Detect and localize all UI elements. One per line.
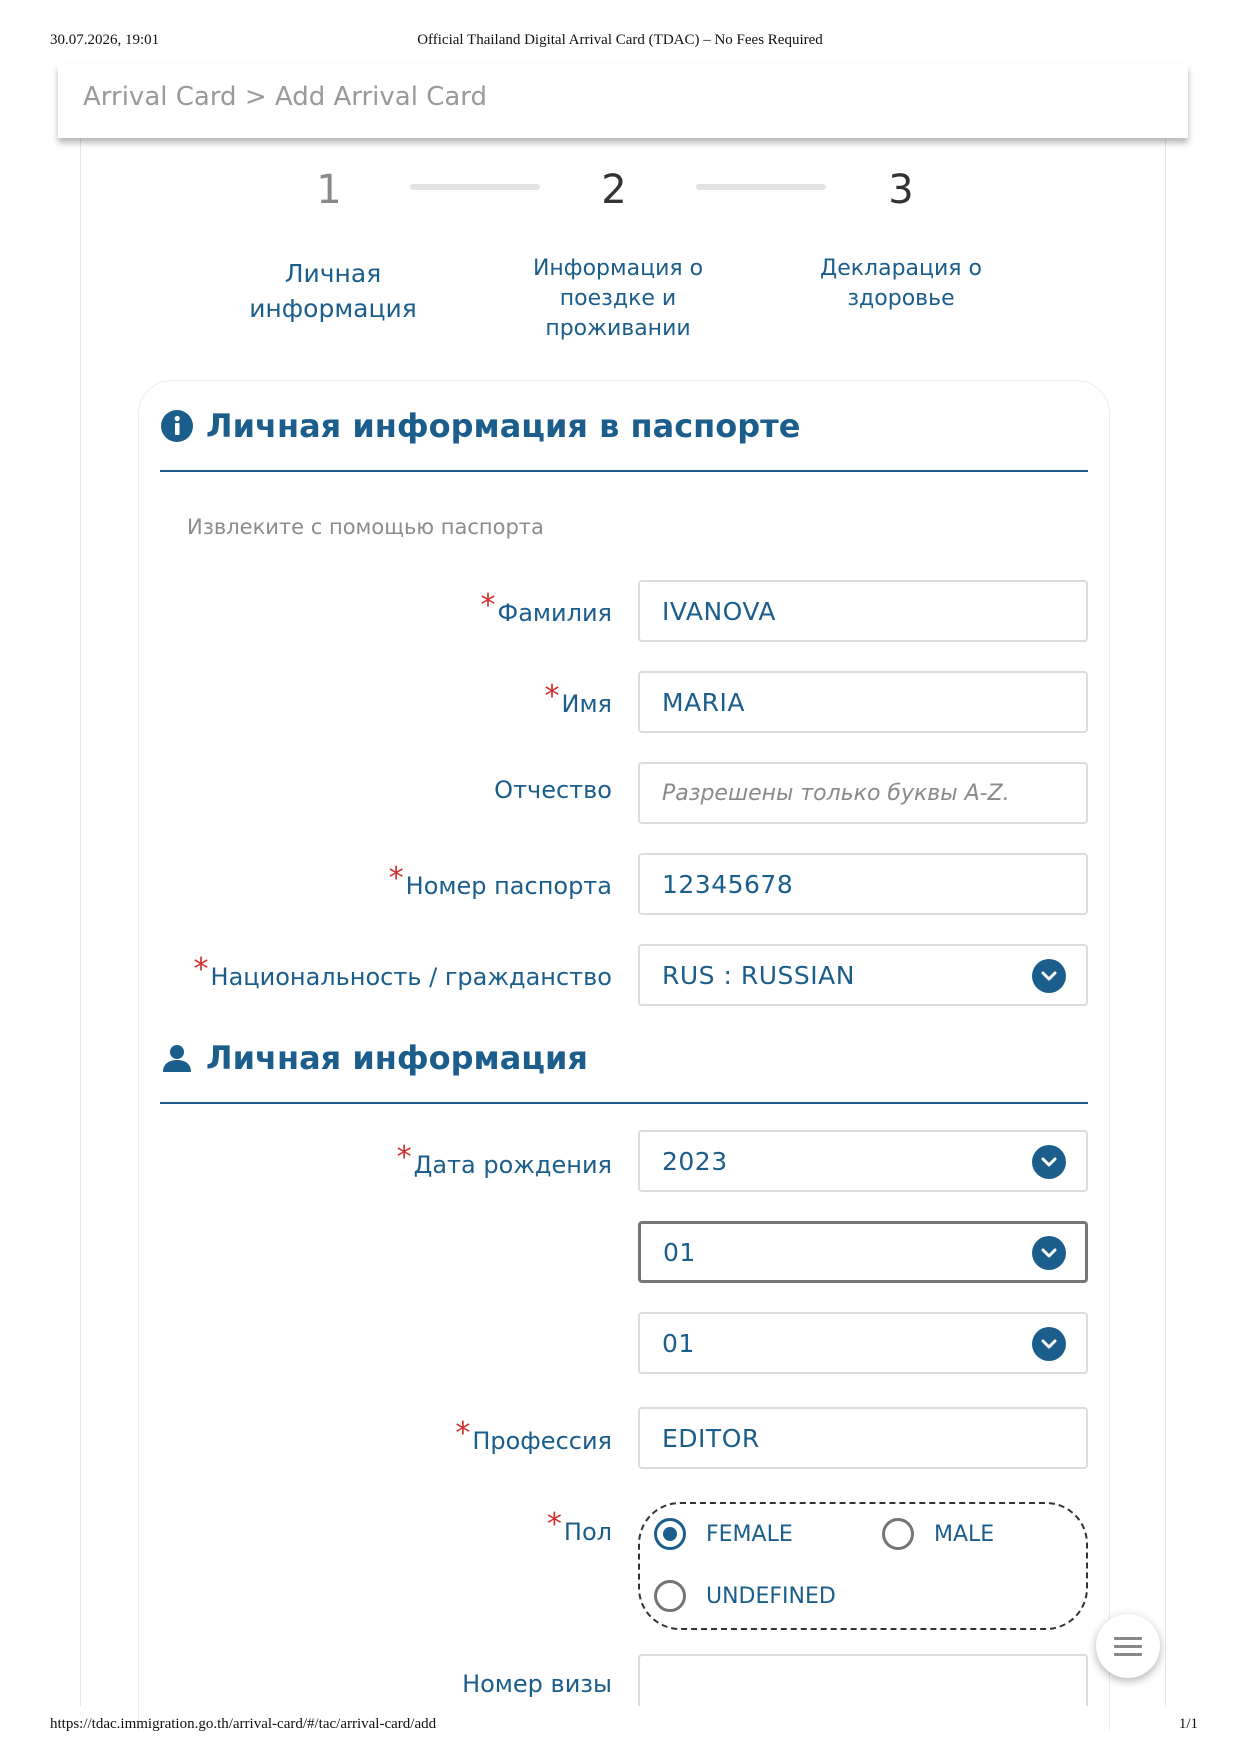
passport-number-label: *Номер паспорта: [388, 861, 612, 900]
passport-section-title: Личная информация в паспорте: [160, 404, 800, 448]
visa-number-label: Номер визы: [462, 1670, 612, 1698]
gender-label: *Пол: [546, 1507, 612, 1546]
birth-day-select[interactable]: [638, 1312, 1088, 1374]
birth-month-select[interactable]: [638, 1221, 1088, 1283]
chevron-down-icon[interactable]: [1032, 1327, 1066, 1361]
chevron-down-icon[interactable]: [1032, 1236, 1066, 1270]
chevron-down-icon[interactable]: [1032, 1145, 1066, 1179]
print-url: https://tdac.immigration.go.th/arrival-card/#/tac/arrival-card/add: [50, 1716, 437, 1732]
print-page-number: 1/1: [1178, 1716, 1198, 1732]
birth-year-value: 2023: [662, 1147, 728, 1176]
radio-checked-icon: [654, 1518, 686, 1550]
occupation-value: EDITOR: [662, 1424, 760, 1453]
step-1-number[interactable]: 1: [316, 167, 342, 213]
required-mark: *: [388, 861, 404, 896]
required-mark: *: [455, 1416, 471, 1451]
stepper-connector: [410, 184, 540, 190]
name-input[interactable]: [638, 671, 1088, 733]
radio-unchecked-icon: [882, 1518, 914, 1550]
patronymic-placeholder: Разрешены только буквы A-Z.: [662, 781, 1010, 806]
breadcrumb[interactable]: Arrival Card > Add Arrival Card: [83, 82, 488, 112]
birth-year-select[interactable]: [638, 1130, 1088, 1192]
nationality-label: *Национальность / гражданство: [193, 952, 612, 991]
visa-number-input[interactable]: [638, 1654, 1088, 1706]
nationality-value: RUS : RUSSIAN: [662, 961, 855, 990]
step-2-label[interactable]: Информация о поездке и проживании: [532, 256, 704, 341]
section-divider: [160, 470, 1088, 472]
print-page-title: Official Thailand Digital Arrival Card (TDAC) – No Fees Required: [417, 32, 823, 48]
print-footer: [0, 1716, 1240, 1738]
personal-section-title: Личная информация: [160, 1036, 588, 1080]
required-mark: *: [546, 1507, 562, 1542]
nationality-select[interactable]: [638, 944, 1088, 1006]
info-icon: [160, 409, 194, 443]
step-3-label[interactable]: Декларация о здоровье: [820, 256, 982, 311]
print-header: [0, 32, 1240, 56]
menu-icon: [1114, 1637, 1142, 1640]
menu-fab-button[interactable]: [1096, 1614, 1160, 1678]
step-3-number[interactable]: 3: [888, 167, 914, 213]
section-divider: [160, 1102, 1088, 1104]
passport-number-value: 12345678: [662, 870, 794, 899]
passport-scan-hint[interactable]: Извлеките с помощью паспорта: [187, 515, 544, 539]
surname-input[interactable]: [638, 580, 1088, 642]
required-mark: *: [480, 588, 496, 623]
person-icon: [160, 1041, 194, 1075]
birth-day-value: 01: [662, 1329, 695, 1358]
step-1-label[interactable]: Личная информация: [249, 259, 417, 323]
gender-radio-male[interactable]: MALE: [882, 1518, 994, 1550]
step-2-number[interactable]: 2: [601, 167, 627, 213]
chevron-down-icon[interactable]: [1032, 959, 1066, 993]
occupation-label: *Профессия: [455, 1416, 612, 1455]
required-mark: *: [193, 952, 209, 987]
breadcrumb-bar: [58, 64, 1188, 138]
surname-label: *Фамилия: [480, 588, 612, 627]
gender-radio-undefined[interactable]: UNDEFINED: [654, 1580, 836, 1612]
surname-value: IVANOVA: [662, 597, 777, 626]
patronymic-label: Отчество: [494, 776, 612, 804]
gender-radio-group: [638, 1502, 1088, 1630]
name-value: MARIA: [662, 688, 746, 717]
radio-unchecked-icon: [654, 1580, 686, 1612]
birth-month-value: 01: [663, 1238, 696, 1267]
name-label: *Имя: [544, 679, 612, 718]
required-mark: *: [396, 1140, 412, 1175]
stepper-connector: [696, 184, 826, 190]
occupation-input[interactable]: [638, 1407, 1088, 1469]
patronymic-input[interactable]: [638, 762, 1088, 824]
passport-number-input[interactable]: [638, 853, 1088, 915]
birth-date-label: *Дата рождения: [396, 1140, 612, 1179]
print-datetime: 30.07.2026, 19:01: [50, 32, 160, 48]
required-mark: *: [544, 679, 560, 714]
gender-radio-female[interactable]: FEMALE: [654, 1518, 793, 1550]
